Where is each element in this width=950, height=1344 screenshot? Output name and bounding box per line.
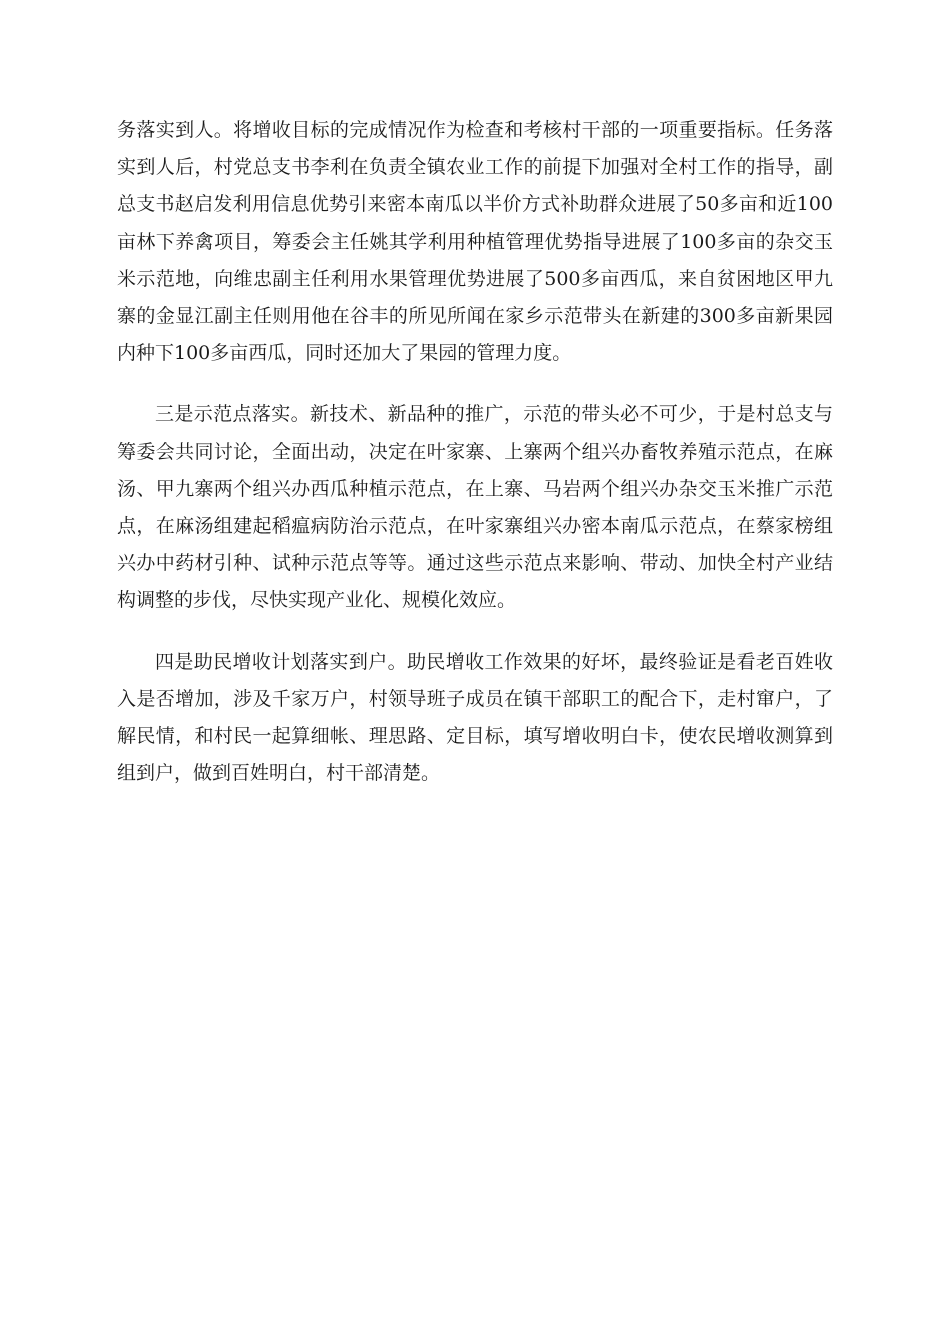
paragraph-continuation: 务落实到人。将增收目标的完成情况作为检查和考核村干部的一项重要指标。任务落实到人后，村党总支书李利在负责全镇农业工作的前提下加强对全村工作的指导，副总支书赵启发利用信息优势引来密本南瓜以半价方式补助群众进展了50多亩和近100亩林下养禽项目，筹委会主任姚其学利用种植管理优势指导进展了100多亩的杂交玉米示范地，向维忠副主任利用水果管理优势进展了500多亩西瓜，来自贫困地区甲九寨的金显江副主任则用他在谷丰的所见所闻在家乡示范带头在新建的300多亩新果园内种下100多亩西瓜，同时还加大了果园的管理力度。 [117,119,833,365]
paragraph-household-plan: 四是助民增收计划落实到户。助民增收工作效果的好坏，最终验证是看老百姓收入是否增加，涉及千家万户，村领导班子成员在镇干部职工的配合下，走村窜户，了解民情，和村民一起算细帐、理思路、定目标，填写增收明白卡，使农民增收测算到组到户，做到百姓明白，村干部清楚。 [117,650,833,785]
document-body [117,112,833,816]
paragraph-demonstration-points: 三是示范点落实。新技术、新品种的推广，示范的带头必不可少，于是村总支与筹委会共同讨论，全面出动，决定在叶家寨、上寨两个组兴办畜牧养殖示范点，在麻汤、甲九寨两个组兴办西瓜种植示范点，在上寨、马岩两个组兴办杂交玉米推广示范点，在麻汤组建起稻瘟病防治示范点，在叶家寨组兴办密本南瓜示范点，在蔡家榜组兴办中药材引种、试种示范点等等。通过这些示范点来影响、带动、加快全村产业结构调整的步伐，尽快实现产业化、规模化效应。 [117,403,833,612]
